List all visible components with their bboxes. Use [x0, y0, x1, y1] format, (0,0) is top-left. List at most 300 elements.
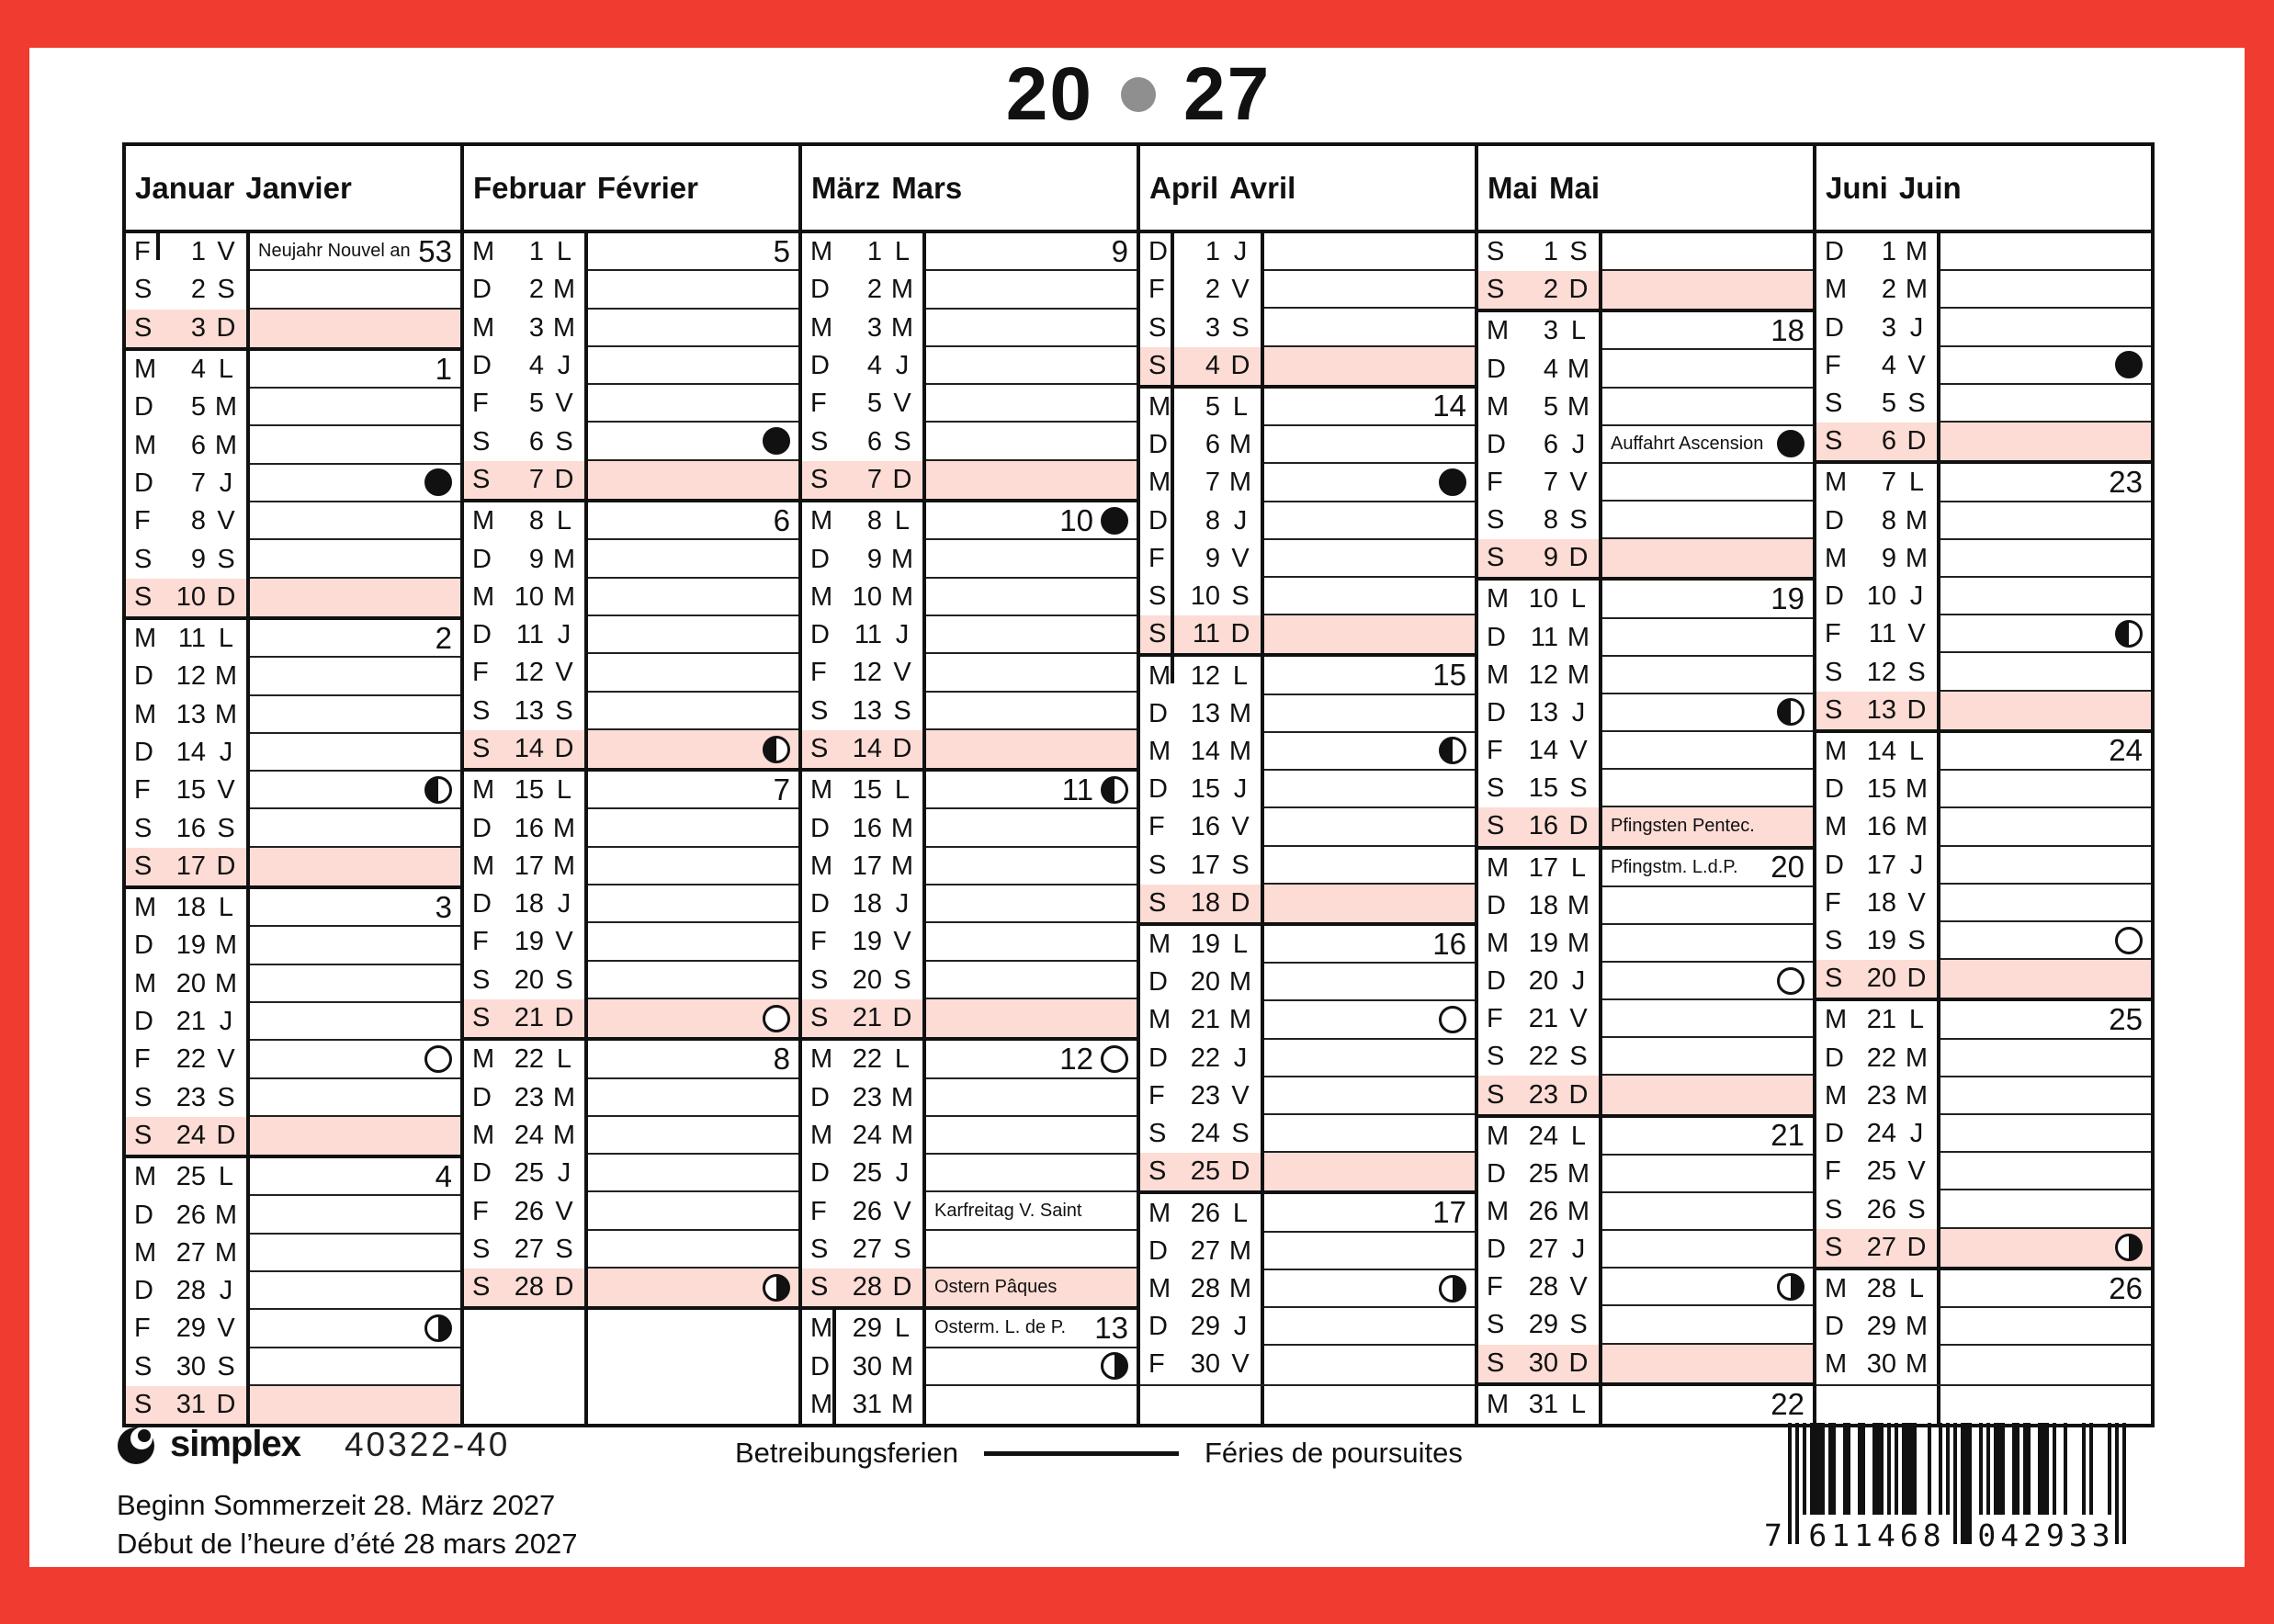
debt-collection-holidays-legend — [735, 1437, 1463, 1470]
day-number: 7 — [528, 464, 544, 494]
day-juni-23 — [1816, 1077, 2151, 1115]
day-notes-cell — [1940, 733, 2151, 771]
day-number: 24 — [1866, 1119, 1896, 1149]
weekday-de: M — [134, 1237, 157, 1268]
day-juni-11 — [1816, 615, 2151, 653]
day-number: 10 — [852, 581, 882, 612]
day-juni-10 — [1816, 578, 2151, 615]
day-notes-cell — [1940, 1346, 2151, 1383]
day-april-7 — [1140, 464, 1475, 502]
day-notes-cell — [1940, 653, 2151, 691]
day-februar-18 — [464, 885, 798, 923]
day-number: 1 — [1543, 237, 1558, 267]
blank-letters-cell — [464, 1348, 588, 1386]
day-notes-cell — [588, 1117, 798, 1155]
day-januar-15 — [126, 772, 460, 809]
day-number: 21 — [1190, 1005, 1220, 1035]
day-januar-14 — [126, 734, 460, 772]
day-januar-21 — [126, 1003, 460, 1041]
weekday-fr: S — [1907, 388, 1926, 418]
day-letters-cell — [126, 696, 250, 734]
weekday-de: M — [472, 506, 495, 536]
day-notes-cell — [926, 1348, 1137, 1386]
weekday-fr: D — [1906, 426, 1927, 457]
day-juni-27 — [1816, 1229, 2151, 1270]
day-notes-cell — [1264, 1001, 1475, 1039]
day-märz-23 — [802, 1079, 1137, 1117]
day-number: 7 — [1543, 468, 1558, 498]
day-februar-11 — [464, 616, 798, 654]
day-notes-cell — [926, 999, 1137, 1037]
day-letters-cell — [1816, 847, 1940, 885]
day-notes-cell — [1264, 733, 1475, 771]
day-februar-9 — [464, 540, 798, 578]
day-letters-cell — [1478, 619, 1602, 657]
weekday-de: S — [1825, 426, 1843, 457]
month-name-fr: Avril — [1229, 170, 1296, 205]
day-letters-cell — [802, 1079, 926, 1117]
day-letters-cell — [1478, 1076, 1602, 1113]
day-letters-cell — [1816, 615, 1940, 653]
day-letters-cell — [1140, 926, 1264, 964]
weekday-de: S — [810, 1234, 829, 1264]
day-number: 1 — [866, 237, 882, 267]
weekday-fr: L — [1908, 468, 1925, 498]
day-februar-26 — [464, 1192, 798, 1230]
day-number: 1 — [1205, 237, 1220, 267]
day-mai-26 — [1478, 1193, 1813, 1231]
day-letters-cell — [802, 1231, 926, 1269]
weekday-de: D — [810, 889, 830, 919]
weekday-de: F — [810, 927, 827, 957]
day-notes-cell — [1264, 1040, 1475, 1077]
last-moon-icon — [2115, 1234, 2143, 1261]
day-märz-18 — [802, 885, 1137, 923]
weekday-fr: M — [1567, 1196, 1590, 1226]
weekday-de: S — [1487, 275, 1505, 305]
day-number: 14 — [175, 738, 206, 767]
weekday-fr: S — [1569, 1310, 1588, 1340]
day-mai-12 — [1478, 657, 1813, 694]
weekday-fr: V — [555, 389, 573, 419]
day-letters-cell — [1816, 733, 1940, 771]
weekday-fr: M — [214, 661, 238, 692]
weekday-de: D — [472, 351, 492, 381]
week-number: 8 — [773, 1041, 790, 1076]
day-januar-23 — [126, 1079, 460, 1117]
day-mai-19 — [1478, 925, 1813, 963]
day-notes-cell — [1602, 1118, 1813, 1156]
day-letters-cell — [1478, 1269, 1602, 1306]
summer-time-fr: Début de l’heure d’été 28 mars 2027 — [117, 1528, 578, 1560]
weekday-fr: S — [217, 813, 235, 843]
day-notes-cell — [1264, 271, 1475, 309]
weekday-de: F — [134, 1044, 151, 1075]
weekday-de: F — [1825, 887, 1841, 918]
weekday-de: M — [1487, 852, 1510, 883]
day-number: 30 — [175, 1351, 206, 1382]
day-number: 29 — [175, 1314, 206, 1344]
last-moon-icon — [763, 1274, 790, 1302]
day-notes-cell — [1940, 960, 2151, 998]
day-number: 28 — [1866, 1274, 1896, 1304]
day-number: 2 — [1205, 275, 1220, 305]
weekday-fr: V — [1231, 1080, 1250, 1111]
day-number: 16 — [1866, 812, 1896, 842]
day-notes-cell — [1602, 1306, 1813, 1344]
day-letters-cell — [1140, 771, 1264, 808]
weekday-de: S — [810, 695, 829, 726]
day-number: 4 — [1205, 350, 1220, 380]
day-notes-cell — [588, 1155, 798, 1192]
weekday-fr: J — [557, 889, 571, 919]
day-letters-cell — [464, 962, 588, 999]
day-number: 1 — [528, 237, 544, 267]
weekday-de: S — [1487, 1310, 1505, 1340]
day-notes-cell — [926, 579, 1137, 616]
month-header — [464, 146, 798, 233]
day-april-5 — [1140, 389, 1475, 426]
weekday-fr: M — [552, 813, 576, 843]
day-number: 7 — [1881, 468, 1896, 498]
day-letters-cell — [1140, 347, 1264, 385]
betreibungsferien-line — [1171, 387, 1174, 428]
weekday-de: D — [1825, 237, 1844, 267]
day-letters-cell — [464, 310, 588, 347]
day-april-9 — [1140, 540, 1475, 578]
day-letters-cell — [464, 999, 588, 1037]
day-number: 13 — [852, 695, 882, 726]
day-number: 20 — [514, 964, 544, 995]
weekday-fr: M — [552, 275, 576, 305]
day-number: 4 — [528, 351, 544, 381]
weekday-de: M — [1148, 736, 1171, 766]
day-februar-14 — [464, 730, 798, 772]
weekday-fr: L — [1232, 391, 1249, 422]
day-number: 9 — [528, 544, 544, 574]
day-letters-cell — [126, 1310, 250, 1348]
weekday-de: S — [1148, 850, 1167, 880]
day-letters-cell — [126, 772, 250, 809]
weekday-fr: M — [1905, 543, 1929, 573]
weekday-fr: D — [216, 851, 236, 881]
day-number: 15 — [1528, 773, 1558, 804]
weekday-de: S — [472, 1272, 491, 1303]
day-number: 25 — [175, 1162, 206, 1192]
day-mai-8 — [1478, 502, 1813, 539]
day-märz-3 — [802, 310, 1137, 347]
weekday-de: M — [1825, 1080, 1848, 1111]
day-number: 8 — [528, 506, 544, 536]
day-letters-cell — [802, 1386, 926, 1424]
weekday-fr: J — [895, 1158, 910, 1189]
day-notes-cell — [926, 1386, 1137, 1424]
day-number: 22 — [1190, 1043, 1220, 1073]
day-juni-20 — [1816, 960, 2151, 1001]
barcode-digits-left: 611468 — [1808, 1517, 1946, 1553]
weekday-de: S — [1487, 1042, 1505, 1072]
day-april-27 — [1140, 1233, 1475, 1270]
weekday-fr: S — [1907, 926, 1926, 956]
weekday-fr: S — [1907, 657, 1926, 687]
weekday-fr: J — [895, 620, 910, 650]
day-notes-cell — [1264, 695, 1475, 733]
day-notes-cell — [1940, 385, 2151, 423]
day-letters-cell — [126, 734, 250, 772]
day-notes-cell — [250, 1117, 460, 1155]
day-notes-cell — [1602, 312, 1813, 350]
weekday-fr: V — [1907, 350, 1926, 380]
weekday-fr: M — [890, 1390, 914, 1420]
weekday-fr: M — [890, 275, 914, 305]
day-number: 24 — [514, 1120, 544, 1150]
weekday-fr: V — [217, 1044, 235, 1075]
holiday-label: Neujahr Nouvel an — [258, 241, 411, 262]
day-number: 19 — [175, 930, 206, 961]
weekday-fr: S — [1907, 1194, 1926, 1224]
month-mai — [1478, 146, 1816, 1424]
day-number: 26 — [1190, 1198, 1220, 1228]
day-letters-cell — [1816, 1040, 1940, 1077]
day-number: 17 — [852, 851, 882, 881]
day-juni-17 — [1816, 847, 2151, 885]
day-number: 23 — [175, 1082, 206, 1112]
weekday-fr: V — [555, 927, 573, 957]
day-letters-cell — [126, 1158, 250, 1196]
day-februar-17 — [464, 848, 798, 885]
weekday-de: F — [1487, 736, 1503, 766]
day-notes-cell — [1940, 1077, 2151, 1115]
day-letters-cell — [1816, 692, 1940, 729]
weekday-de: S — [810, 1003, 829, 1033]
week-number: 23 — [2109, 464, 2143, 499]
day-notes-cell — [1940, 1270, 2151, 1308]
weekday-fr: V — [893, 658, 911, 688]
day-märz-9 — [802, 540, 1137, 578]
day-letters-cell — [802, 579, 926, 616]
weekday-de: D — [1148, 967, 1168, 998]
day-notes-cell — [1264, 964, 1475, 1001]
day-notes-cell — [926, 809, 1137, 847]
day-number: 20 — [852, 964, 882, 995]
day-number: 19 — [1190, 930, 1220, 960]
weekday-fr: S — [1569, 773, 1588, 804]
weekday-fr: M — [890, 1082, 914, 1112]
day-notes-cell — [1602, 1076, 1813, 1113]
full-moon-icon — [1439, 1006, 1466, 1033]
day-februar-20 — [464, 962, 798, 999]
weekday-fr: M — [552, 544, 576, 574]
weekday-fr: J — [1909, 850, 1924, 880]
weekday-fr: D — [216, 312, 236, 343]
weekday-de: M — [810, 1044, 833, 1075]
weekday-de: M — [472, 237, 495, 267]
weekday-fr: J — [557, 351, 571, 381]
summer-time-de: Beginn Sommerzeit 28. März 2027 — [117, 1489, 556, 1521]
summer-time-note — [117, 1486, 578, 1563]
weekday-fr: J — [1909, 312, 1924, 343]
betreibungsferien-line — [1171, 538, 1174, 580]
day-letters-cell — [126, 1348, 250, 1386]
day-number: 27 — [1528, 1235, 1558, 1265]
day-notes-cell — [250, 1310, 460, 1348]
day-letters-cell — [126, 620, 250, 658]
day-notes-cell — [926, 502, 1137, 540]
day-notes-cell — [926, 730, 1137, 768]
weekday-fr: M — [1905, 237, 1929, 267]
day-letters-cell — [1478, 1386, 1602, 1424]
weekday-de: S — [472, 964, 491, 995]
day-april-1 — [1140, 233, 1475, 271]
weekday-de: M — [1148, 468, 1171, 498]
day-letters-cell — [464, 923, 588, 961]
day-notes-cell — [1940, 1308, 2151, 1346]
blank-letters-cell — [464, 1310, 588, 1348]
day-number: 12 — [1190, 660, 1220, 691]
weekday-de: M — [1148, 1198, 1171, 1228]
day-notes-cell — [926, 385, 1137, 423]
weekday-de: F — [134, 1314, 151, 1344]
betreibungsferien-line — [1171, 576, 1174, 617]
day-märz-17 — [802, 848, 1137, 885]
day-number: 31 — [852, 1390, 882, 1420]
weekday-fr: V — [217, 1314, 235, 1344]
day-letters-cell — [1816, 808, 1940, 846]
day-notes-cell — [1264, 309, 1475, 346]
weekday-de: S — [1148, 619, 1167, 649]
day-märz-29 — [802, 1310, 1137, 1348]
day-letters-cell — [1478, 233, 1602, 271]
day-notes-cell — [1264, 657, 1475, 694]
day-januar-6 — [126, 426, 460, 464]
day-number: 24 — [1528, 1121, 1558, 1151]
day-februar-22 — [464, 1041, 798, 1078]
weekday-de: S — [134, 544, 153, 574]
day-notes-cell — [1264, 464, 1475, 502]
day-letters-cell — [1816, 1077, 1940, 1115]
weekday-de: F — [134, 506, 151, 536]
day-notes-cell — [250, 271, 460, 309]
day-notes-cell — [250, 889, 460, 927]
day-letters-cell — [464, 347, 588, 385]
day-number: 5 — [1881, 388, 1896, 418]
day-number: 25 — [1190, 1156, 1220, 1187]
day-letters-cell — [1140, 1308, 1264, 1346]
weekday-de: S — [1825, 694, 1843, 725]
weekday-fr: M — [1228, 967, 1252, 998]
weekday-fr: D — [1906, 694, 1927, 725]
day-number: 13 — [175, 699, 206, 729]
new-moon-icon — [1777, 430, 1804, 457]
new-moon-icon — [424, 468, 452, 496]
day-number: 21 — [1866, 1005, 1896, 1035]
weekday-fr: L — [894, 506, 911, 536]
weekday-fr: D — [216, 1120, 236, 1150]
day-notes-cell — [1264, 615, 1475, 653]
day-number: 15 — [514, 775, 544, 806]
month-header — [126, 146, 460, 233]
day-notes-cell — [926, 271, 1137, 309]
full-moon-icon — [424, 1045, 452, 1073]
day-number: 15 — [1190, 774, 1220, 805]
day-notes-cell — [1602, 350, 1813, 388]
week-number: 19 — [1771, 581, 1804, 615]
day-notes-cell — [250, 927, 460, 964]
day-april-21 — [1140, 1001, 1475, 1039]
weekday-de: M — [472, 775, 495, 806]
day-notes-cell — [250, 658, 460, 695]
calendar-grid — [122, 142, 2155, 1427]
day-mai-2 — [1478, 271, 1813, 312]
weekday-fr: J — [1233, 774, 1248, 805]
weekday-fr: M — [890, 581, 914, 612]
weekday-de: S — [1487, 811, 1505, 841]
day-notes-cell — [1940, 347, 2151, 385]
day-letters-cell — [1478, 350, 1602, 388]
day-letters-cell — [1140, 502, 1264, 540]
day-letters-cell — [802, 461, 926, 499]
weekday-de: S — [134, 851, 153, 881]
weekday-de: M — [1825, 275, 1848, 305]
day-letters-cell — [464, 579, 588, 616]
day-notes-cell — [1602, 233, 1813, 271]
weekday-de: M — [1148, 1005, 1171, 1035]
day-notes-cell — [1602, 1038, 1813, 1076]
day-number: 10 — [1528, 584, 1558, 615]
day-märz-4 — [802, 347, 1137, 385]
day-januar-9 — [126, 540, 460, 578]
day-letters-cell — [126, 927, 250, 964]
day-letters-cell — [1140, 1001, 1264, 1039]
day-number: 5 — [866, 389, 882, 419]
day-number: 14 — [1866, 736, 1896, 766]
day-number: 12 — [514, 658, 544, 688]
day-number: 3 — [528, 312, 544, 343]
month-name-de: Januar — [135, 170, 235, 205]
weekday-de: M — [1825, 812, 1848, 842]
week-number: 2 — [435, 620, 452, 655]
day-number: 7 — [190, 468, 206, 498]
day-notes-cell — [588, 654, 798, 692]
day-letters-cell — [126, 351, 250, 389]
day-letters-cell — [126, 1272, 250, 1310]
day-märz-11 — [802, 616, 1137, 654]
day-notes-cell — [1602, 539, 1813, 577]
day-notes-cell — [1602, 1000, 1813, 1038]
day-januar-18 — [126, 889, 460, 927]
week-number: 24 — [2109, 733, 2143, 768]
weekday-de: F — [472, 658, 489, 688]
day-letters-cell — [1816, 271, 1940, 309]
weekday-fr: D — [1568, 1079, 1589, 1110]
weekday-de: M — [1487, 1121, 1510, 1151]
day-juni-14 — [1816, 733, 2151, 771]
weekday-de: M — [134, 624, 157, 654]
weekday-fr: M — [1905, 1349, 1929, 1380]
weekday-de: S — [134, 275, 153, 305]
weekday-fr: M — [1567, 928, 1590, 958]
day-märz-25 — [802, 1155, 1137, 1192]
day-letters-cell — [802, 310, 926, 347]
day-januar-10 — [126, 579, 460, 620]
day-letters-cell — [1478, 1038, 1602, 1076]
day-juni-18 — [1816, 885, 2151, 922]
month-name-fr: Mai — [1549, 170, 1601, 205]
day-märz-24 — [802, 1117, 1137, 1155]
day-januar-25 — [126, 1158, 460, 1196]
day-number: 3 — [1881, 312, 1896, 343]
weekday-de: F — [1487, 1272, 1503, 1303]
